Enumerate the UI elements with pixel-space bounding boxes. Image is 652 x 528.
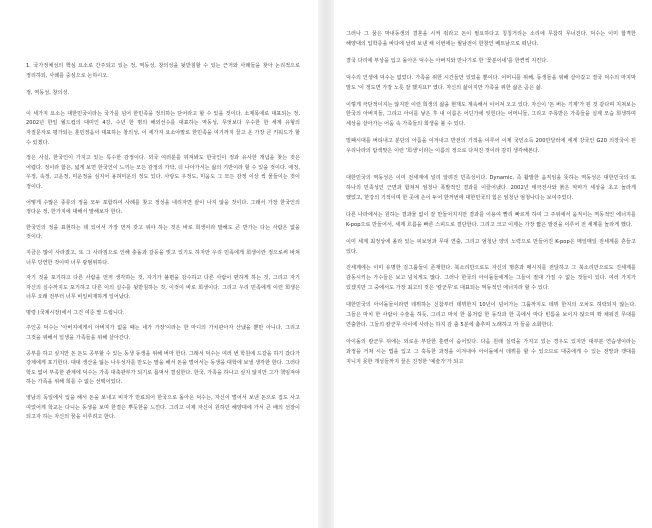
left-page (0, 0, 318, 528)
left-paragraph: 영남의 독일에서 입을 해서 돈을 보내고 비자가 만료되어 한국으로 돌아온 덕수는, 자신이 벌어서 보낸 돈으로 집도 사고 여었어게 학교는 다니는 동생을 보며 한결은 뿌듯한을 느낀다. 그리고 이제 자신이 원하던 해양대에 가서 큰 배의 선장이 되고자 하는 자신의 꿈을 이루려고 한다. (26, 395, 300, 421)
right-paragraph: 다른 나라에서는 원하는 결과물 없이 잘 만들어지지만 결과를 이용여 빨리 빠르게 하여 그 주위에서 움직이는 역동적인 에너지를 K-pop으로 만들어서, 세계 흐름을 빠른 스피드로 결단한다. 그리고 크고 이제는 가장 짧은 발전을 이루어 전 세계를 놀라게 했다. (346, 211, 636, 228)
left-paragraph: 어떻게 수많은 종류의 정을 모두 포함하여 사례를 찾고 정성을 내리자면 끝이 나지 않을 것이다. 그래서 가장 한국인의 정다운 정, 한가지에 대해서 말해보자 한다. (26, 199, 300, 216)
right-paragraph: 대한민국의 역동성은 이미 전세계에 널리 알려진 민족성이다. Dynamic, 즉 활발한 움직임을 뜻하는 역동성은 대한민국의 또 하나의 민족성인 근면과 합쳐져 엄청나 폭발적인 결과를 이끌어냈다. 2002년 태극전사와 붉은 악마가 세상을 초고 놀라게 했었고, 한강의 기적이며 한 곳에 손이 두어 한꺼번에 대한민국의 힘은 엄청난 엄청나다는 보여주었다. (346, 175, 636, 201)
right-paragraph: 덕수의 인생에 덕수는 없었다. 가족을 위한 시간들만 있었을 뿐이다. 어머니를 위해, 동생들을 위해 살아갔고 결국 덕수의 마지막 말도 '이 정도면 가장 노릇 잘 했지요?' 였다. 자신의 삶이지만 가족을 위한 삶은 곧은 삶. (346, 74, 636, 91)
right-paragraph: 이렇게 극단적이지는 않지만 이런 희생의 삶을 현재도 계속해서 이어져 오고 있다. 자신이 '돈 버는 기계'가 된 것 같다며 지쳐보는 한국의 아버지들, 그리고 아이를 낳은 후 내 이름은 어딘가에 잊힌다는 어머니들, 그리고 주목받은 가족들을 실제 모습 희생하며 세상을 살아가는 어둠 속 가족들의 희생을 볼 수 있다. (346, 101, 636, 128)
left-paragraph: 이 세가지 요소는 대한민국이라는 국가를 넘어 한민족을 정의하는 단어라고 할 수 있을 것이다. 소제목에로 대표되는 정, 2002년 한일 월드컵의 대미인 4강, 수년 한 명의 해외선수를 대표하는 역동성, 무엇보다 우수한 한 세계 유형의 자질문자로 평가되는 훈민정음이 대표하는 창의성, 이 세가지 요소야말로 한민족을 여기까지 끌고 온 가장 큰 키워드가 할 수 있겠다. (26, 110, 300, 146)
right-page (334, 0, 652, 528)
right-paragraph: 아이돌의 칼군무 뒤에는 외로운 부단한 훈련이 숨어있다. 다음 원래 실력을 가지고 있는 경우도 있지만 대부분 연습생이라는 과정을 거쳐 시는 법을 입고 그 혹독한 과정을 이겨내야 아이돌에서 데뷔를 할 수 있으므로 대중에게 수 있는 전망과 갯대를 지니지 못한 개성들까지 꿀은 진정한 '예술가'가 되고 (346, 338, 636, 365)
right-paragraph: 그러나 그 꿈은 막내동생의 결혼을 시켜 줘라고 돈이 필요하다고 칭칭거리는 소리에 무참히 무너진다. 덕수는 이미 합격한 해양대의 입학증을 바다에 날려 보낸 채 이번에는 월남전이 한창인 베트남으로 떠난다. (346, 31, 636, 47)
page-gutter (318, 0, 334, 528)
left-paragraph: 정은 사실, 한국인이 가지고 있는 특수한 감정이다. 외국 여러분를 뒤져봐도 한국인이 정과 유사한 개념을 찾는 것은 어렵다. 정이라 함은, 넓게 보면 한국인이 느끼는 모든 감정의 가닥, 더 나아가서는 삶의 기반이라 할 수 있을 것이다. 애정, 우정, 속정, 고운정, 미운정을 심지어 용혀미운의 정도 있다. 사랑도 우정도, 미움도 그 모든 감정 이상 씩 물들이는 것이 정이다. (26, 155, 300, 190)
right-paragraph: 대한민국의 아이돌들이라면 데뷔하는 신참부터 데뷔한지 10년이 넘어가는 그룹까지도 데뷔 한지의 오차도 허락되지 않는다. 그들은 마치 한 사람이 수술을 하듯, 그리고 마치 한 몸처럼 한 동작과 한 곡에서 마다 빈틈을 보이지 않으며 꽉 채워진 무대를 연출한다. 그들의 칼군무 사이에 사라는 하지 감 출 5분에 춤추며 노래하고 자 들을 소화한다. (346, 302, 636, 328)
keywords-line: 정, 역동성, 창의성. (26, 90, 70, 97)
left-paragraph: 명령 (국제시장)에서 그건 여준 딸 드립니다. (26, 309, 125, 316)
question-title: 1. 국가정체성의 핵심 요소로 간주되고 있는 정, 역동성, 창의성을 뒷받침할 수 있는 근거와 사례들을 찾아 논리적으로 정리하되, 사례를 중심으로 논하시오. (26, 63, 300, 79)
section-spacer (346, 164, 636, 174)
left-paragraph: 공부를 하고 싶지만 돈 돈도 공부할 수 있는 동생 동생을 위해 버마 한다. 그래서 덕수는 여러 번 학원에 드갈을 하기 갔다가 강제에게 포기한다. 대대 생산을 잃는 나우성자를 만도는 말을 해서 돈을 벌어서는 동생을 대학에 보낼 생각한 한다. 그러다 학도 없어 부족한 관계에 덕수는 가족 대축관부가 되기로 몸먹서 결심한다. 한국, 가족을 하나고 싶지 않지만 그가 책임져야 하는 가족을 위해 희를 수 없는 선택이었다. (26, 350, 300, 386)
right-paragraph: 이미 세계 최정상에 올라 있는 피보엉과 무대 연출, 그리고 엄청난 양의 노력으로 만들어진 K-pop은 매일매일 전세계를 흔들고 있다. (346, 238, 636, 255)
left-paragraph: 지금은 많이 사라졌고, 또 그 사라짐으로 인해 충돌과 갈등을 빚고 있기도 하지만 우리 민족에게 희생이란 정으로써 바쳐 너무 당연한 것이며 너무 광범위하다. (26, 249, 300, 266)
left-paragraph: 주인공 덕수는 '아버지에게서 아버지가 없을 때는 네가 가장'이라는 한 마디의 가치관아자 산냈을 뿐만 아니다. 그리고 그것을 위해서 일생을 가족들을 위해 살아간다. (26, 325, 300, 342)
right-paragraph: 밀폐시대를 버티내고 분단의 아픔을 이겨내고 반전의 기적을 이루어 이제 국민소득 200만달러에 세계 강국인 G20 의장국이 된 우리나라의 탐색맞은 이런 '희생'이라는 이름의 정으로 다져진 것이라 감히 생각해본다. (346, 138, 636, 155)
left-paragraph: 한국인의 정을 표현하는 데 있어서 가장 먼저 갖고 위야 하는 것은 바로 희생이라 말해도 큰 반가는 다는 사람은 없을 것이다. (26, 224, 300, 241)
left-paragraph: 자기 것을 포기하고 다른 사람을 먼저 생각하는 것, 자기가 불편을 감수하고 다른 사람이 편하게 하는 것, 그리고 자기 자신의 실수까지도 포기하고 다른 이의 실수를 뒷받침하는 것, 이것이 바로 희생이다. 그리고 우리 민족에게 이런 희생은 너무 오래 전부터 너무 비일비재하게 일어났다. (26, 275, 300, 301)
right-paragraph: 진세계에는 이미 유명한 걸그룹들이 존재한다. 북소리만으로도 자신의 명흔과 메시지를 전달하고 그 북소리만으로도 진세계를 감동시키는 가수들은 보고 넘치게도 많다. 그러나 한국의 아이돌들에게는 그들이 절대 가질 수 없는 것들이 있다. 여러 가지가 있겠지만 그 중에서도 가장 최고의 것은 '칼군무'로 대표되는 역동적인 에너지라 할 수 있다. (346, 265, 636, 292)
right-paragraph: 결국 다리에 부상을 입고 돌아온 덕수는 아버지와 만나기로 한 '꽃분이네'를 한켠씩 지킨다. (346, 57, 548, 64)
